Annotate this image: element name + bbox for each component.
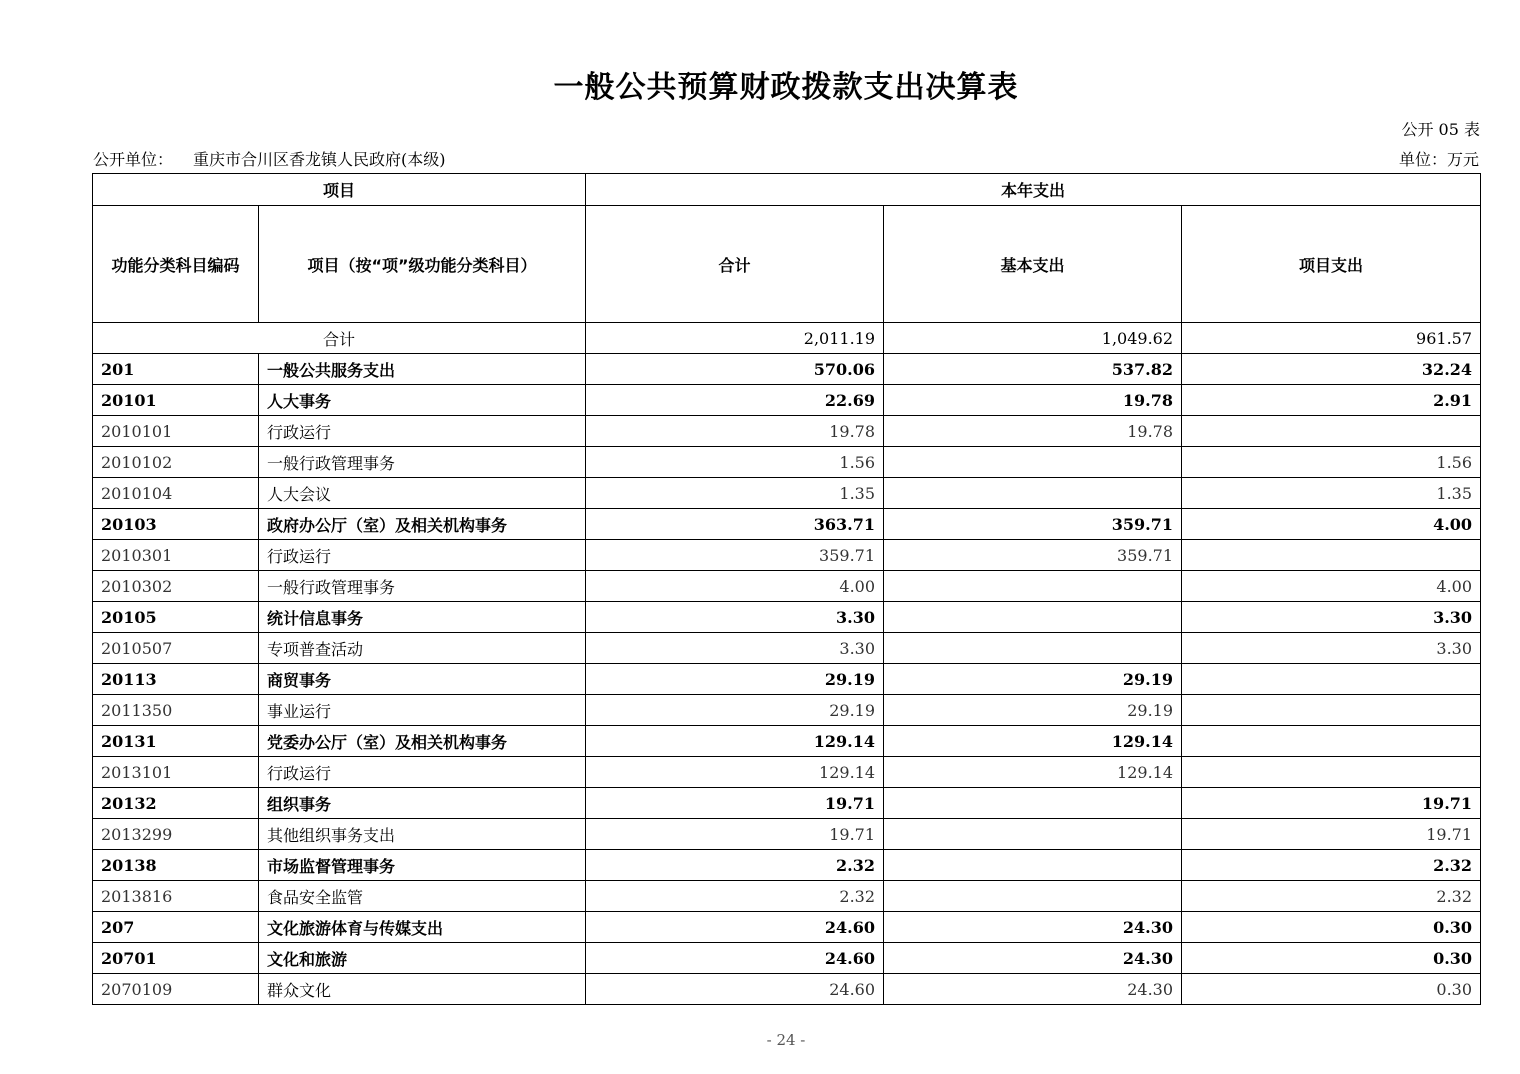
row-name: 行政运行 [259, 416, 586, 447]
row-name: 市场监督管理事务 [259, 850, 586, 881]
row-name: 行政运行 [259, 757, 586, 788]
publishing-unit [93, 147, 446, 170]
row-project: 1.35 [1182, 478, 1481, 509]
row-basic [884, 447, 1182, 478]
row-basic [884, 788, 1182, 819]
row-total: 1.56 [586, 447, 884, 478]
header-total: 合计 [586, 206, 884, 323]
row-project: 2.32 [1182, 850, 1481, 881]
row-total: 29.19 [586, 664, 884, 695]
row-code: 201 [93, 354, 259, 385]
row-code: 2010302 [93, 571, 259, 602]
row-project [1182, 757, 1481, 788]
row-name: 商贸事务 [259, 664, 586, 695]
row-project: 2.32 [1182, 881, 1481, 912]
row-total: 1.35 [586, 478, 884, 509]
table-row [93, 819, 1481, 850]
row-project [1182, 726, 1481, 757]
row-project: 32.24 [1182, 354, 1481, 385]
row-basic: 19.78 [884, 385, 1182, 416]
row-basic: 537.82 [884, 354, 1182, 385]
row-code: 207 [93, 912, 259, 943]
row-code: 2010102 [93, 447, 259, 478]
row-total: 19.71 [586, 788, 884, 819]
row-code: 2013816 [93, 881, 259, 912]
row-code: 2010101 [93, 416, 259, 447]
table-row [93, 850, 1481, 881]
row-project [1182, 664, 1481, 695]
row-basic [884, 478, 1182, 509]
row-project: 0.30 [1182, 974, 1481, 1005]
row-project: 3.30 [1182, 602, 1481, 633]
row-code: 20131 [93, 726, 259, 757]
row-basic: 24.30 [884, 912, 1182, 943]
row-name: 政府办公厅（室）及相关机构事务 [259, 509, 586, 540]
row-basic [884, 850, 1182, 881]
row-basic: 24.30 [884, 974, 1182, 1005]
row-project: 2.91 [1182, 385, 1481, 416]
row-total: 24.60 [586, 974, 884, 1005]
row-code: 20138 [93, 850, 259, 881]
table-row [93, 478, 1481, 509]
table-row [93, 602, 1481, 633]
header-column-row [93, 206, 1481, 323]
row-project [1182, 416, 1481, 447]
row-project: 0.30 [1182, 912, 1481, 943]
row-code: 20101 [93, 385, 259, 416]
row-name: 一般行政管理事务 [259, 447, 586, 478]
row-project: 19.71 [1182, 819, 1481, 850]
header-project: 项目支出 [1182, 206, 1481, 323]
table-row [93, 385, 1481, 416]
row-total: 129.14 [586, 726, 884, 757]
publishing-unit-label: 公开单位： [93, 150, 174, 169]
table-row [93, 881, 1481, 912]
row-name: 组织事务 [259, 788, 586, 819]
total-row-basic: 1,049.62 [884, 323, 1182, 354]
row-code: 2013101 [93, 757, 259, 788]
header-basic: 基本支出 [884, 206, 1182, 323]
table-row [93, 540, 1481, 571]
row-total: 363.71 [586, 509, 884, 540]
expenditure-table [92, 173, 1481, 1005]
row-basic: 129.14 [884, 726, 1182, 757]
row-code: 2013299 [93, 819, 259, 850]
row-total: 4.00 [586, 571, 884, 602]
row-name: 一般行政管理事务 [259, 571, 586, 602]
row-total: 3.30 [586, 633, 884, 664]
header-code: 功能分类科目编码 [93, 206, 259, 323]
row-name: 人大事务 [259, 385, 586, 416]
row-total: 19.78 [586, 416, 884, 447]
row-name: 一般公共服务支出 [259, 354, 586, 385]
row-basic: 19.78 [884, 416, 1182, 447]
row-basic [884, 602, 1182, 633]
row-total: 24.60 [586, 943, 884, 974]
row-project: 1.56 [1182, 447, 1481, 478]
table-row [93, 571, 1481, 602]
row-name: 统计信息事务 [259, 602, 586, 633]
row-basic: 29.19 [884, 695, 1182, 726]
row-total: 359.71 [586, 540, 884, 571]
row-basic [884, 819, 1182, 850]
row-name: 文化和旅游 [259, 943, 586, 974]
row-total: 570.06 [586, 354, 884, 385]
row-total: 24.60 [586, 912, 884, 943]
table-row [93, 788, 1481, 819]
row-name: 党委办公厅（室）及相关机构事务 [259, 726, 586, 757]
row-basic [884, 633, 1182, 664]
row-code: 20132 [93, 788, 259, 819]
row-basic: 359.71 [884, 509, 1182, 540]
row-total: 2.32 [586, 881, 884, 912]
table-row [93, 447, 1481, 478]
row-name: 群众文化 [259, 974, 586, 1005]
header-item-group: 项目 [93, 174, 586, 206]
total-row [93, 323, 1481, 354]
header-year-group: 本年支出 [586, 174, 1481, 206]
row-total: 22.69 [586, 385, 884, 416]
row-basic: 29.19 [884, 664, 1182, 695]
table-number: 公开 05 表 [1401, 120, 1480, 139]
row-code: 20105 [93, 602, 259, 633]
row-name: 其他组织事务支出 [259, 819, 586, 850]
row-name: 专项普查活动 [259, 633, 586, 664]
total-row-label: 合计 [93, 323, 586, 354]
table-row [93, 416, 1481, 447]
row-code: 20701 [93, 943, 259, 974]
table-row [93, 943, 1481, 974]
row-code: 20103 [93, 509, 259, 540]
row-total: 129.14 [586, 757, 884, 788]
row-total: 3.30 [586, 602, 884, 633]
row-code: 2010104 [93, 478, 259, 509]
row-basic [884, 881, 1182, 912]
row-project [1182, 540, 1481, 571]
row-code: 2010507 [93, 633, 259, 664]
row-basic: 359.71 [884, 540, 1182, 571]
row-total: 29.19 [586, 695, 884, 726]
row-project: 19.71 [1182, 788, 1481, 819]
total-row-total: 2,011.19 [586, 323, 884, 354]
table-row [93, 664, 1481, 695]
table-row [93, 757, 1481, 788]
row-project: 4.00 [1182, 571, 1481, 602]
row-name: 行政运行 [259, 540, 586, 571]
row-total: 2.32 [586, 850, 884, 881]
table-row [93, 912, 1481, 943]
total-row-project: 961.57 [1182, 323, 1481, 354]
row-basic: 24.30 [884, 943, 1182, 974]
row-total: 19.71 [586, 819, 884, 850]
row-basic [884, 571, 1182, 602]
row-code: 20113 [93, 664, 259, 695]
table-row [93, 509, 1481, 540]
row-name: 文化旅游体育与传媒支出 [259, 912, 586, 943]
row-name: 人大会议 [259, 478, 586, 509]
row-basic: 129.14 [884, 757, 1182, 788]
row-project: 0.30 [1182, 943, 1481, 974]
header-name: 项目（按“项”级功能分类科目） [259, 206, 586, 323]
row-name: 事业运行 [259, 695, 586, 726]
row-code: 2010301 [93, 540, 259, 571]
table-row [93, 354, 1481, 385]
table-row [93, 974, 1481, 1005]
publishing-unit-name: 重庆市合川区香龙镇人民政府(本级) [193, 150, 446, 169]
row-project: 4.00 [1182, 509, 1481, 540]
page-number: - 24 - [766, 1031, 806, 1049]
table-row [93, 633, 1481, 664]
currency-unit: 单位：万元 [1398, 150, 1479, 169]
row-project [1182, 695, 1481, 726]
table-row [93, 726, 1481, 757]
row-code: 2070109 [93, 974, 259, 1005]
header-group-row [93, 174, 1481, 206]
row-name: 食品安全监管 [259, 881, 586, 912]
page-title: 一般公共预算财政拨款支出决算表 [553, 70, 1019, 105]
table-row [93, 695, 1481, 726]
row-project: 3.30 [1182, 633, 1481, 664]
unit-info-row [93, 147, 1479, 169]
row-code: 2011350 [93, 695, 259, 726]
